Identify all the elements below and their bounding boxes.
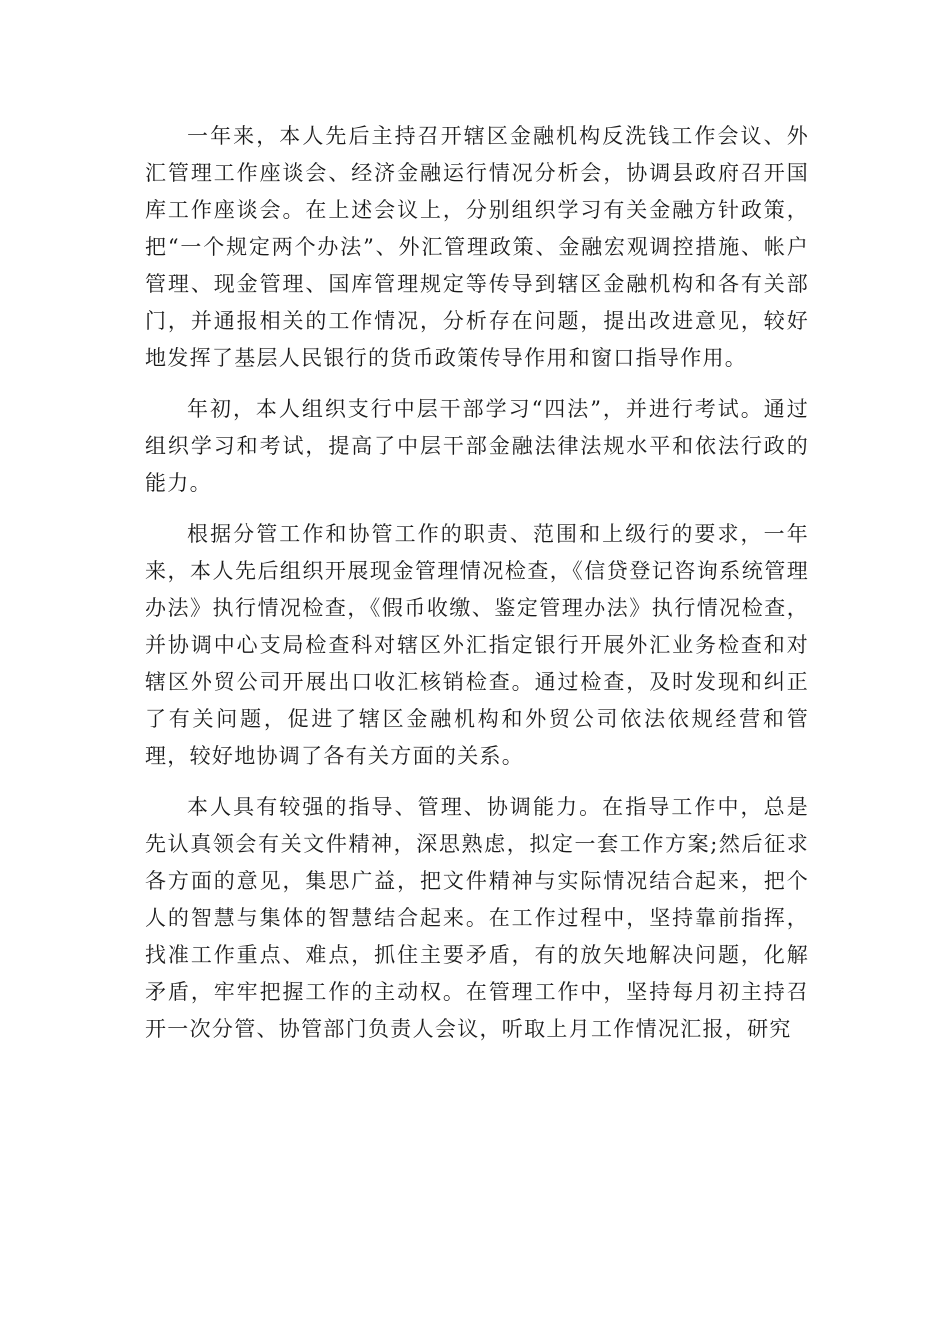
paragraph-inspections: 根据分管工作和协管工作的职责、范围和上级行的要求，一年来，本人先后组织开展现金管理情况检查，《信贷登记咨询系统管理办法》执行情况检查，《假币收缴、鉴定管理办法》执行情况检查，并协调中心支局检查科对辖区外汇指定银行开展外汇业务检查和对辖区外贸公司开展出口收汇核销检查。通过检查，及时发现和纠正了有关问题，促进了辖区金融机构和外贸公司依法依规经营和管理，较好地协调了各有关方面的关系。: [145, 522, 809, 768]
paragraph-study: 年初，本人组织支行中层干部学习“四法”，并进行考试。通过组织学习和考试，提高了中层干部金融法律法规水平和依法行政的能力。: [145, 397, 809, 495]
document-body: [145, 118, 809, 1062]
paragraph-abilities: 本人具有较强的指导、管理、协调能力。在指导工作中，总是先认真领会有关文件精神，深思熟虑，拟定一套工作方案;然后征求各方面的意见，集思广益，把文件精神与实际情况结合起来，把个人的智慧与集体的智慧结合起来。在工作过程中，坚持靠前指挥，找准工作重点、难点，抓住主要矛盾，有的放矢地解决问题，化解矛盾，牢牢把握工作的主动权。在管理工作中，坚持每月初主持召开一次分管、协管部门负责人会议，听取上月工作情况汇报，研究: [145, 795, 809, 1041]
paragraph-meetings: 一年来，本人先后主持召开辖区金融机构反洗钱工作会议、外汇管理工作座谈会、经济金融运行情况分析会，协调县政府召开国库工作座谈会。在上述会议上，分别组织学习有关金融方针政策，把“一个规定两个办法”、外汇管理政策、金融宏观调控措施、帐户管理、现金管理、国库管理规定等传导到辖区金融机构和各有关部门，并通报相关的工作情况，分析存在问题，提出改进意见，较好地发挥了基层人民银行的货币政策传导作用和窗口指导作用。: [145, 124, 809, 370]
